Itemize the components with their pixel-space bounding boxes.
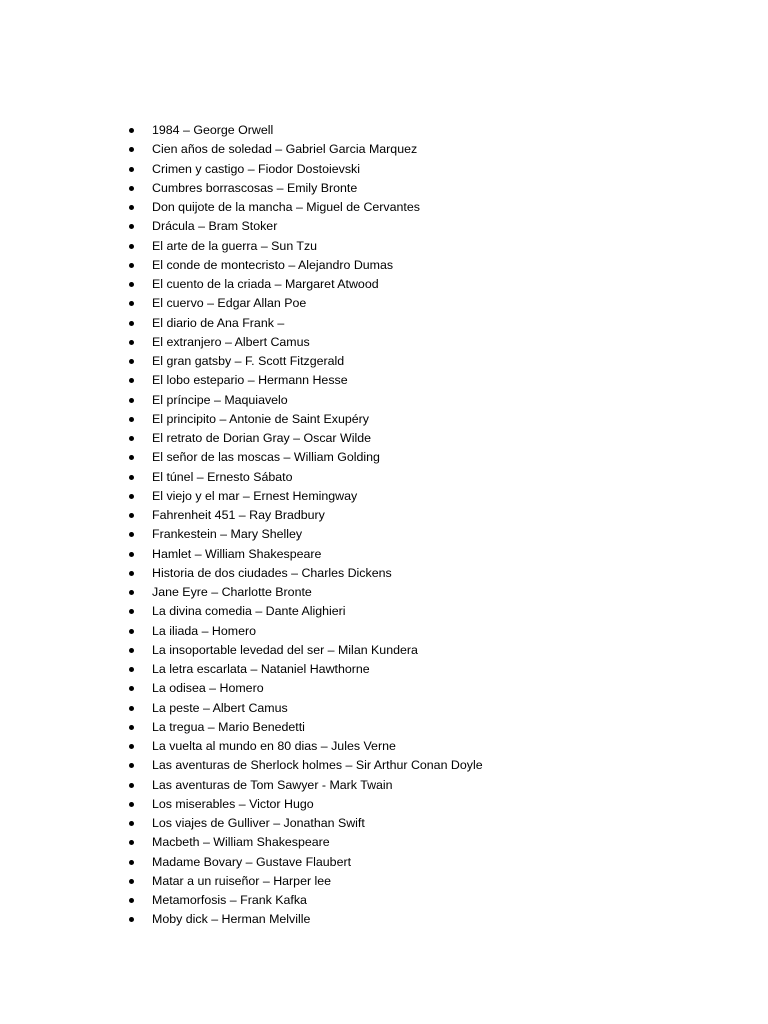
list-item	[126, 140, 483, 159]
list-item-text: El viejo y el mar – Ernest Hemingway	[152, 488, 358, 503]
bullet-icon	[129, 475, 134, 480]
list-item-text: Historia de dos ciudades – Charles Dickens	[152, 565, 392, 580]
list-item-text: Los miserables – Victor Hugo	[152, 796, 314, 811]
list-item-text: El lobo estepario – Hermann Hesse	[152, 373, 348, 388]
bullet-icon	[129, 263, 134, 268]
list-item-text: El cuento de la criada – Margaret Atwood	[152, 277, 379, 291]
bullet-icon	[129, 513, 134, 518]
list-item	[126, 699, 483, 718]
bullet-icon	[129, 609, 134, 614]
list-item-text: La odisea – Homero	[152, 681, 264, 696]
book-list	[126, 121, 483, 930]
bullet-icon	[129, 917, 134, 922]
bullet-icon	[129, 686, 134, 691]
bullet-icon	[129, 321, 134, 326]
bullet-icon	[129, 802, 134, 807]
list-item	[126, 718, 483, 737]
list-item	[126, 352, 483, 371]
list-item	[126, 429, 483, 448]
list-item-text: Los viajes de Gulliver – Jonathan Swift	[152, 816, 365, 830]
list-item	[126, 737, 483, 756]
list-item-text: El conde de montecristo – Alejandro Dumas	[152, 257, 394, 272]
list-item-text: Moby dick – Herman Melville	[152, 912, 311, 927]
list-item-text: Crimen y castigo – Fiodor Dostoievski	[152, 161, 360, 176]
list-item	[126, 679, 483, 698]
bullet-icon	[129, 436, 134, 441]
list-item-text: La divina comedia – Dante Alighieri	[152, 604, 346, 619]
list-item	[126, 564, 483, 583]
bullet-icon	[129, 359, 134, 364]
bullet-icon	[129, 128, 134, 133]
list-item	[126, 121, 483, 140]
bullet-icon	[129, 571, 134, 576]
list-item-text: El cuervo – Edgar Allan Poe	[152, 296, 307, 311]
bullet-icon	[129, 301, 134, 306]
list-item	[126, 448, 483, 467]
list-item-text: La peste – Albert Camus	[152, 700, 288, 715]
bullet-icon	[129, 821, 134, 826]
list-item-text: Frankestein – Mary Shelley	[152, 527, 303, 542]
list-item	[126, 660, 483, 679]
bullet-icon	[129, 224, 134, 229]
bullet-icon	[129, 378, 134, 383]
list-item	[126, 256, 483, 275]
list-item	[126, 602, 483, 621]
bullet-icon	[129, 590, 134, 595]
list-item	[126, 795, 483, 814]
list-item-text: Matar a un ruiseñor – Harper lee	[152, 873, 332, 888]
list-item	[126, 371, 483, 390]
list-item-text: Cumbres borrascosas – Emily Bronte	[152, 180, 358, 195]
list-item-text: Macbeth – William Shakespeare	[152, 835, 330, 850]
list-item-text: El principito – Antonie de Saint Exupéry	[152, 411, 369, 426]
list-item	[126, 410, 483, 429]
list-item-text: Hamlet – William Shakespeare	[152, 546, 322, 561]
list-item-text: Las aventuras de Sherlock holmes – Sir Arthur Conan Doyle	[152, 758, 483, 773]
list-item-text: El retrato de Dorian Gray – Oscar Wilde	[152, 431, 371, 445]
bullet-icon	[129, 552, 134, 557]
list-item-text: El arte de la guerra – Sun Tzu	[152, 238, 318, 253]
list-item	[126, 776, 483, 795]
list-item-text: La letra escarlata – Nataniel Hawthorne	[152, 662, 370, 676]
list-item-text: El túnel – Ernesto Sábato	[152, 469, 293, 484]
list-item-text: El señor de las moscas – William Golding	[152, 450, 380, 465]
bullet-icon	[129, 879, 134, 884]
bullet-icon	[129, 860, 134, 865]
list-item	[126, 910, 483, 929]
bullet-icon	[129, 667, 134, 672]
list-item	[126, 545, 483, 564]
bullet-icon	[129, 417, 134, 422]
list-item	[126, 333, 483, 352]
list-item	[126, 198, 483, 217]
bullet-icon	[129, 783, 134, 788]
list-item-text: La tregua – Mario Benedetti	[152, 719, 305, 734]
list-item	[126, 294, 483, 313]
list-item	[126, 506, 483, 525]
bullet-icon	[129, 898, 134, 903]
list-item	[126, 237, 483, 256]
list-item-text: Metamorfosis – Frank Kafka	[152, 893, 307, 907]
list-item-text: El gran gatsby – F. Scott Fitzgerald	[152, 354, 345, 368]
list-item	[126, 814, 483, 833]
list-item-text: Drácula – Bram Stoker	[152, 219, 278, 234]
bullet-icon	[129, 706, 134, 711]
list-item	[126, 314, 483, 333]
list-item	[126, 756, 483, 775]
bullet-icon	[129, 532, 134, 537]
list-item-text: Fahrenheit 451 – Ray Bradbury	[152, 508, 325, 522]
list-item	[126, 622, 483, 641]
list-item-text: La insoportable levedad del ser – Milan Kundera	[152, 642, 418, 657]
bullet-icon	[129, 340, 134, 345]
list-item-text: La iliada – Homero	[152, 623, 257, 638]
bullet-icon	[129, 186, 134, 191]
bullet-icon	[129, 494, 134, 499]
list-item-text: El príncipe – Maquiavelo	[152, 392, 288, 407]
bullet-icon	[129, 629, 134, 634]
bullet-icon	[129, 147, 134, 152]
list-item	[126, 217, 483, 236]
list-item	[126, 833, 483, 852]
list-item-text: Jane Eyre – Charlotte Bronte	[152, 585, 312, 599]
list-item	[126, 160, 483, 179]
list-item	[126, 853, 483, 872]
bullet-icon	[129, 205, 134, 210]
list-item	[126, 641, 483, 660]
list-item	[126, 525, 483, 544]
list-item-text: 1984 – George Orwell	[152, 123, 274, 137]
list-item	[126, 275, 483, 294]
list-item	[126, 891, 483, 910]
list-item	[126, 468, 483, 487]
list-item	[126, 583, 483, 602]
bullet-icon	[129, 744, 134, 749]
list-item-text: El extranjero – Albert Camus	[152, 334, 310, 349]
bullet-icon	[129, 244, 134, 249]
bullet-icon	[129, 282, 134, 287]
list-item-text: Cien años de soledad – Gabriel Garcia Marquez	[152, 142, 418, 157]
bullet-icon	[129, 763, 134, 768]
list-item	[126, 179, 483, 198]
bullet-icon	[129, 725, 134, 730]
bullet-icon	[129, 398, 134, 403]
list-item-text: Las aventuras de Tom Sawyer - Mark Twain	[152, 777, 393, 792]
list-item	[126, 872, 483, 891]
bullet-icon	[129, 167, 134, 172]
list-item	[126, 391, 483, 410]
list-item-text: La vuelta al mundo en 80 dias – Jules Verne	[152, 739, 396, 753]
bullet-icon	[129, 455, 134, 460]
list-item-text: Don quijote de la mancha – Miguel de Cervantes	[152, 200, 420, 214]
list-item	[126, 487, 483, 506]
list-item-text: Madame Bovary – Gustave Flaubert	[152, 854, 352, 869]
bullet-icon	[129, 840, 134, 845]
bullet-icon	[129, 648, 134, 653]
list-item-text: El diario de Ana Frank –	[152, 315, 285, 330]
